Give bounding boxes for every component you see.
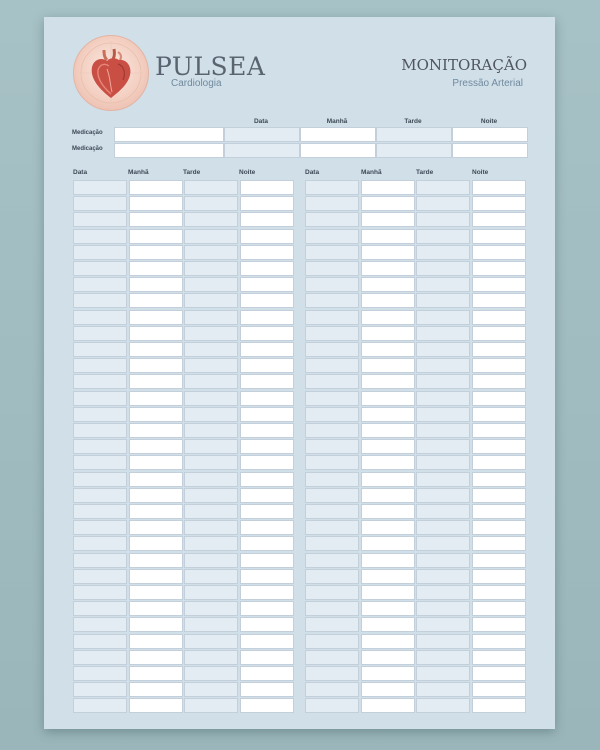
log-cell-tarde[interactable] bbox=[184, 455, 238, 470]
log-cell-manha[interactable] bbox=[361, 277, 415, 292]
log-cell-data[interactable] bbox=[73, 553, 127, 568]
log-cell-manha[interactable] bbox=[129, 358, 183, 373]
log-cell-noite[interactable] bbox=[472, 277, 526, 292]
log-cell-manha[interactable] bbox=[129, 293, 183, 308]
log-cell-data[interactable] bbox=[305, 504, 359, 519]
log-cell-data[interactable] bbox=[73, 601, 127, 616]
log-cell-noite[interactable] bbox=[240, 553, 294, 568]
log-cell-noite[interactable] bbox=[240, 488, 294, 503]
log-cell-data[interactable] bbox=[73, 310, 127, 325]
log-cell-noite[interactable] bbox=[240, 585, 294, 600]
log-cell-manha[interactable] bbox=[129, 196, 183, 211]
log-cell-noite[interactable] bbox=[472, 488, 526, 503]
log-cell-noite[interactable] bbox=[472, 682, 526, 697]
log-cell-noite[interactable] bbox=[472, 666, 526, 681]
log-cell-manha[interactable] bbox=[129, 261, 183, 276]
log-cell-tarde[interactable] bbox=[416, 358, 470, 373]
log-cell-noite[interactable] bbox=[472, 601, 526, 616]
log-cell-tarde[interactable] bbox=[416, 617, 470, 632]
log-cell-noite[interactable] bbox=[472, 585, 526, 600]
log-cell-noite[interactable] bbox=[240, 569, 294, 584]
log-cell-tarde[interactable] bbox=[416, 196, 470, 211]
log-cell-manha[interactable] bbox=[129, 585, 183, 600]
log-cell-tarde[interactable] bbox=[416, 374, 470, 389]
log-cell-noite[interactable] bbox=[240, 617, 294, 632]
log-cell-manha[interactable] bbox=[129, 650, 183, 665]
log-cell-noite[interactable] bbox=[240, 601, 294, 616]
medication-header-tarde: Tarde bbox=[404, 118, 422, 125]
log-cell-manha[interactable] bbox=[361, 310, 415, 325]
log-cell-manha[interactable] bbox=[129, 504, 183, 519]
log-cell-data[interactable] bbox=[73, 698, 127, 713]
log-cell-noite[interactable] bbox=[472, 650, 526, 665]
log-cell-manha[interactable] bbox=[361, 374, 415, 389]
log-cell-noite[interactable] bbox=[472, 229, 526, 244]
log-cell-tarde[interactable] bbox=[416, 682, 470, 697]
log-cell-data[interactable] bbox=[305, 472, 359, 487]
log-cell-manha[interactable] bbox=[129, 229, 183, 244]
log-cell-data[interactable] bbox=[305, 455, 359, 470]
log-cell-tarde[interactable] bbox=[184, 212, 238, 227]
log-cell-tarde[interactable] bbox=[416, 423, 470, 438]
log-cell-tarde[interactable] bbox=[184, 634, 238, 649]
log-cell-data[interactable] bbox=[73, 569, 127, 584]
medication-row bbox=[72, 127, 532, 141]
log-header-noite: Noite bbox=[472, 169, 489, 176]
log-cell-manha[interactable] bbox=[361, 585, 415, 600]
log-cell-tarde[interactable] bbox=[416, 180, 470, 195]
log-cell-tarde[interactable] bbox=[184, 391, 238, 406]
medication-label: Medicação bbox=[72, 146, 103, 152]
log-cell-noite[interactable] bbox=[240, 391, 294, 406]
log-cell-data[interactable] bbox=[305, 277, 359, 292]
log-cell-data[interactable] bbox=[305, 666, 359, 681]
log-cell-data[interactable] bbox=[305, 407, 359, 422]
log-cell-manha[interactable] bbox=[361, 196, 415, 211]
log-cell-data[interactable] bbox=[305, 423, 359, 438]
log-cell-tarde[interactable] bbox=[416, 342, 470, 357]
log-cell-manha[interactable] bbox=[129, 488, 183, 503]
log-cell-noite[interactable] bbox=[240, 520, 294, 535]
log-cell-manha[interactable] bbox=[129, 666, 183, 681]
log-cell-tarde[interactable] bbox=[416, 601, 470, 616]
log-cell-noite[interactable] bbox=[472, 472, 526, 487]
log-cell-manha[interactable] bbox=[361, 212, 415, 227]
medication-name-field[interactable] bbox=[114, 143, 224, 158]
log-cell-noite[interactable] bbox=[240, 423, 294, 438]
log-cell-noite[interactable] bbox=[472, 423, 526, 438]
log-cell-tarde[interactable] bbox=[184, 504, 238, 519]
log-cell-tarde[interactable] bbox=[184, 310, 238, 325]
log-cell-manha[interactable] bbox=[129, 634, 183, 649]
log-cell-manha[interactable] bbox=[361, 407, 415, 422]
log-cell-data[interactable] bbox=[73, 358, 127, 373]
medication-row bbox=[72, 143, 532, 157]
log-cell-manha[interactable] bbox=[129, 698, 183, 713]
log-header-data: Data bbox=[73, 169, 88, 176]
log-cell-noite[interactable] bbox=[472, 520, 526, 535]
log-cell-noite[interactable] bbox=[472, 439, 526, 454]
log-cell-noite[interactable] bbox=[240, 634, 294, 649]
log-cell-data[interactable] bbox=[305, 212, 359, 227]
document-title: MONITORAÇÃO bbox=[401, 56, 527, 74]
log-cell-tarde[interactable] bbox=[416, 407, 470, 422]
log-cell-data[interactable] bbox=[305, 682, 359, 697]
log-cell-tarde[interactable] bbox=[184, 682, 238, 697]
medication-header-data: Data bbox=[253, 118, 269, 125]
log-cell-tarde[interactable] bbox=[416, 488, 470, 503]
log-cell-data[interactable] bbox=[73, 634, 127, 649]
log-cell-tarde[interactable] bbox=[184, 601, 238, 616]
log-cell-manha[interactable] bbox=[361, 472, 415, 487]
log-cell-noite[interactable] bbox=[240, 407, 294, 422]
log-cell-manha[interactable] bbox=[129, 682, 183, 697]
log-cell-tarde[interactable] bbox=[184, 326, 238, 341]
log-cell-noite[interactable] bbox=[472, 180, 526, 195]
log-cell-data[interactable] bbox=[305, 374, 359, 389]
log-cell-tarde[interactable] bbox=[184, 407, 238, 422]
medication-data-field[interactable] bbox=[224, 143, 300, 158]
medication-manha-field[interactable] bbox=[300, 127, 376, 142]
log-cell-tarde[interactable] bbox=[416, 520, 470, 535]
log-cell-noite[interactable] bbox=[240, 326, 294, 341]
log-cell-data[interactable] bbox=[73, 488, 127, 503]
log-cell-noite[interactable] bbox=[240, 682, 294, 697]
log-cell-data[interactable] bbox=[305, 617, 359, 632]
log-cell-data[interactable] bbox=[73, 277, 127, 292]
log-cell-tarde[interactable] bbox=[416, 293, 470, 308]
log-header-manha: Manhã bbox=[361, 169, 382, 176]
log-cell-noite[interactable] bbox=[240, 472, 294, 487]
log-cell-tarde[interactable] bbox=[416, 245, 470, 260]
log-cell-tarde[interactable] bbox=[184, 553, 238, 568]
log-cell-data[interactable] bbox=[73, 196, 127, 211]
log-cell-tarde[interactable] bbox=[184, 666, 238, 681]
log-cell-data[interactable] bbox=[73, 326, 127, 341]
medication-tarde-field[interactable] bbox=[376, 127, 452, 142]
medication-noite-field[interactable] bbox=[452, 143, 528, 158]
log-cell-manha[interactable] bbox=[361, 650, 415, 665]
log-cell-data[interactable] bbox=[73, 245, 127, 260]
log-cell-manha[interactable] bbox=[361, 488, 415, 503]
log-cell-data[interactable] bbox=[305, 698, 359, 713]
log-cell-noite[interactable] bbox=[240, 245, 294, 260]
log-cell-data[interactable] bbox=[73, 536, 127, 551]
log-cell-manha[interactable] bbox=[129, 391, 183, 406]
log-cell-noite[interactable] bbox=[472, 358, 526, 373]
log-sheet bbox=[44, 17, 555, 729]
log-cell-tarde[interactable] bbox=[184, 698, 238, 713]
log-cell-data[interactable] bbox=[73, 212, 127, 227]
log-cell-data[interactable] bbox=[73, 472, 127, 487]
log-cell-noite[interactable] bbox=[472, 293, 526, 308]
log-cell-noite[interactable] bbox=[240, 698, 294, 713]
log-cell-data[interactable] bbox=[73, 650, 127, 665]
log-cell-manha[interactable] bbox=[361, 245, 415, 260]
log-cell-data[interactable] bbox=[305, 650, 359, 665]
log-cell-tarde[interactable] bbox=[416, 650, 470, 665]
log-cell-tarde[interactable] bbox=[184, 488, 238, 503]
log-cell-tarde[interactable] bbox=[416, 536, 470, 551]
log-cell-manha[interactable] bbox=[129, 536, 183, 551]
log-cell-data[interactable] bbox=[305, 293, 359, 308]
log-cell-data[interactable] bbox=[73, 423, 127, 438]
brand-subtitle: Cardiologia bbox=[171, 78, 222, 89]
log-cell-noite[interactable] bbox=[240, 229, 294, 244]
log-cell-tarde[interactable] bbox=[416, 634, 470, 649]
log-cell-manha[interactable] bbox=[129, 455, 183, 470]
log-cell-manha[interactable] bbox=[129, 553, 183, 568]
log-cell-noite[interactable] bbox=[240, 180, 294, 195]
log-cell-tarde[interactable] bbox=[416, 553, 470, 568]
log-cell-data[interactable] bbox=[305, 180, 359, 195]
log-cell-manha[interactable] bbox=[129, 310, 183, 325]
log-cell-noite[interactable] bbox=[472, 391, 526, 406]
log-cell-data[interactable] bbox=[305, 634, 359, 649]
log-cell-data[interactable] bbox=[305, 245, 359, 260]
log-cell-tarde[interactable] bbox=[416, 229, 470, 244]
log-cell-data[interactable] bbox=[73, 504, 127, 519]
log-cell-data[interactable] bbox=[305, 488, 359, 503]
log-cell-noite[interactable] bbox=[472, 634, 526, 649]
log-cell-noite[interactable] bbox=[240, 261, 294, 276]
log-cell-manha[interactable] bbox=[129, 423, 183, 438]
log-cell-data[interactable] bbox=[73, 180, 127, 195]
medication-header-noite: Noite bbox=[480, 118, 498, 125]
brand-name: PULSEA bbox=[155, 52, 266, 81]
log-header-tarde: Tarde bbox=[183, 169, 201, 176]
log-cell-tarde[interactable] bbox=[416, 310, 470, 325]
log-cell-tarde[interactable] bbox=[184, 196, 238, 211]
log-cell-data[interactable] bbox=[73, 391, 127, 406]
log-cell-manha[interactable] bbox=[361, 423, 415, 438]
log-cell-data[interactable] bbox=[305, 520, 359, 535]
log-cell-manha[interactable] bbox=[361, 358, 415, 373]
log-cell-tarde[interactable] bbox=[184, 180, 238, 195]
log-cell-noite[interactable] bbox=[240, 504, 294, 519]
log-cell-manha[interactable] bbox=[361, 504, 415, 519]
log-cell-tarde[interactable] bbox=[184, 520, 238, 535]
log-cell-data[interactable] bbox=[305, 553, 359, 568]
log-cell-data[interactable] bbox=[305, 342, 359, 357]
log-cell-data[interactable] bbox=[73, 374, 127, 389]
log-header-noite: Noite bbox=[239, 169, 256, 176]
log-cell-manha[interactable] bbox=[361, 293, 415, 308]
medication-tarde-field[interactable] bbox=[376, 143, 452, 158]
log-cell-noite[interactable] bbox=[472, 342, 526, 357]
log-cell-noite[interactable] bbox=[240, 293, 294, 308]
log-cell-manha[interactable] bbox=[129, 569, 183, 584]
log-cell-noite[interactable] bbox=[472, 407, 526, 422]
log-cell-manha[interactable] bbox=[129, 439, 183, 454]
log-cell-noite[interactable] bbox=[472, 569, 526, 584]
log-cell-manha[interactable] bbox=[361, 553, 415, 568]
log-cell-data[interactable] bbox=[73, 229, 127, 244]
log-cell-noite[interactable] bbox=[472, 455, 526, 470]
log-cell-tarde[interactable] bbox=[416, 326, 470, 341]
log-cell-noite[interactable] bbox=[472, 212, 526, 227]
anatomical-heart-icon bbox=[73, 35, 149, 111]
log-cell-manha[interactable] bbox=[361, 682, 415, 697]
log-cell-manha[interactable] bbox=[129, 601, 183, 616]
log-cell-manha[interactable] bbox=[129, 472, 183, 487]
log-cell-tarde[interactable] bbox=[184, 423, 238, 438]
log-cell-noite[interactable] bbox=[240, 310, 294, 325]
log-cell-tarde[interactable] bbox=[184, 569, 238, 584]
log-cell-manha[interactable] bbox=[361, 617, 415, 632]
log-cell-noite[interactable] bbox=[240, 277, 294, 292]
log-cell-tarde[interactable] bbox=[184, 277, 238, 292]
log-cell-manha[interactable] bbox=[129, 374, 183, 389]
log-cell-tarde[interactable] bbox=[184, 585, 238, 600]
log-cell-manha[interactable] bbox=[361, 180, 415, 195]
log-cell-data[interactable] bbox=[73, 293, 127, 308]
log-cell-data[interactable] bbox=[305, 196, 359, 211]
log-cell-tarde[interactable] bbox=[416, 472, 470, 487]
log-cell-data[interactable] bbox=[305, 229, 359, 244]
log-cell-noite[interactable] bbox=[240, 439, 294, 454]
log-cell-noite[interactable] bbox=[240, 650, 294, 665]
log-cell-manha[interactable] bbox=[361, 536, 415, 551]
log-cell-data[interactable] bbox=[305, 439, 359, 454]
document-subtitle: Pressão Arterial bbox=[452, 78, 523, 89]
log-cell-noite[interactable] bbox=[240, 342, 294, 357]
log-cell-tarde[interactable] bbox=[416, 698, 470, 713]
log-cell-data[interactable] bbox=[305, 326, 359, 341]
log-cell-manha[interactable] bbox=[361, 634, 415, 649]
log-cell-data[interactable] bbox=[305, 536, 359, 551]
log-cell-manha[interactable] bbox=[361, 455, 415, 470]
log-cell-tarde[interactable] bbox=[184, 536, 238, 551]
log-cell-tarde[interactable] bbox=[416, 212, 470, 227]
log-cell-tarde[interactable] bbox=[416, 504, 470, 519]
log-cell-manha[interactable] bbox=[129, 617, 183, 632]
log-cell-tarde[interactable] bbox=[184, 650, 238, 665]
log-cell-data[interactable] bbox=[73, 407, 127, 422]
log-cell-noite[interactable] bbox=[240, 666, 294, 681]
log-cell-noite[interactable] bbox=[472, 326, 526, 341]
log-cell-data[interactable] bbox=[305, 601, 359, 616]
log-cell-manha[interactable] bbox=[129, 277, 183, 292]
log-cell-manha[interactable] bbox=[129, 326, 183, 341]
log-cell-data[interactable] bbox=[305, 358, 359, 373]
log-cell-tarde[interactable] bbox=[184, 358, 238, 373]
log-cell-data[interactable] bbox=[305, 585, 359, 600]
log-cell-manha[interactable] bbox=[361, 342, 415, 357]
log-cell-tarde[interactable] bbox=[416, 277, 470, 292]
log-cell-noite[interactable] bbox=[240, 196, 294, 211]
log-header-manha: Manhã bbox=[128, 169, 149, 176]
log-cell-data[interactable] bbox=[73, 666, 127, 681]
log-cell-tarde[interactable] bbox=[184, 342, 238, 357]
log-cell-data[interactable] bbox=[73, 342, 127, 357]
log-cell-noite[interactable] bbox=[240, 212, 294, 227]
log-cell-noite[interactable] bbox=[472, 698, 526, 713]
medication-label: Medicação bbox=[72, 130, 103, 136]
log-cell-tarde[interactable] bbox=[184, 439, 238, 454]
log-cell-manha[interactable] bbox=[129, 407, 183, 422]
log-cell-manha[interactable] bbox=[361, 391, 415, 406]
log-cell-tarde[interactable] bbox=[184, 229, 238, 244]
log-cell-tarde[interactable] bbox=[416, 455, 470, 470]
log-cell-data[interactable] bbox=[305, 261, 359, 276]
log-cell-tarde[interactable] bbox=[184, 374, 238, 389]
log-cell-noite[interactable] bbox=[472, 196, 526, 211]
medication-data-field[interactable] bbox=[224, 127, 300, 142]
log-cell-noite[interactable] bbox=[472, 245, 526, 260]
log-cell-manha[interactable] bbox=[361, 520, 415, 535]
log-cell-tarde[interactable] bbox=[416, 439, 470, 454]
log-cell-data[interactable] bbox=[73, 455, 127, 470]
log-cell-tarde[interactable] bbox=[184, 617, 238, 632]
log-cell-noite[interactable] bbox=[472, 261, 526, 276]
log-cell-data[interactable] bbox=[73, 261, 127, 276]
log-cell-data[interactable] bbox=[305, 310, 359, 325]
log-cell-manha[interactable] bbox=[361, 261, 415, 276]
log-cell-manha[interactable] bbox=[361, 439, 415, 454]
log-header-data: Data bbox=[305, 169, 320, 176]
log-cell-noite[interactable] bbox=[472, 374, 526, 389]
log-cell-data[interactable] bbox=[305, 391, 359, 406]
log-cell-manha[interactable] bbox=[129, 342, 183, 357]
log-cell-noite[interactable] bbox=[472, 617, 526, 632]
log-cell-tarde[interactable] bbox=[416, 569, 470, 584]
log-cell-noite[interactable] bbox=[472, 504, 526, 519]
log-cell-noite[interactable] bbox=[240, 374, 294, 389]
log-cell-tarde[interactable] bbox=[184, 293, 238, 308]
log-cell-noite[interactable] bbox=[240, 358, 294, 373]
log-cell-manha[interactable] bbox=[129, 212, 183, 227]
log-cell-manha[interactable] bbox=[361, 666, 415, 681]
log-cell-noite[interactable] bbox=[472, 310, 526, 325]
log-cell-manha[interactable] bbox=[129, 245, 183, 260]
log-cell-tarde[interactable] bbox=[416, 585, 470, 600]
log-cell-noite[interactable] bbox=[472, 553, 526, 568]
log-cell-manha[interactable] bbox=[129, 520, 183, 535]
medication-header-manha: Manhã bbox=[326, 118, 348, 125]
log-cell-manha[interactable] bbox=[361, 326, 415, 341]
log-cell-manha[interactable] bbox=[361, 698, 415, 713]
log-cell-manha[interactable] bbox=[129, 180, 183, 195]
medication-name-field[interactable] bbox=[114, 127, 224, 142]
log-cell-data[interactable] bbox=[73, 617, 127, 632]
log-cell-noite[interactable] bbox=[240, 455, 294, 470]
log-cell-tarde[interactable] bbox=[416, 666, 470, 681]
log-cell-tarde[interactable] bbox=[184, 261, 238, 276]
medication-manha-field[interactable] bbox=[300, 143, 376, 158]
log-cell-data[interactable] bbox=[73, 439, 127, 454]
log-cell-manha[interactable] bbox=[361, 601, 415, 616]
log-cell-tarde[interactable] bbox=[416, 391, 470, 406]
log-cell-noite[interactable] bbox=[240, 536, 294, 551]
log-cell-noite[interactable] bbox=[472, 536, 526, 551]
log-cell-tarde[interactable] bbox=[184, 245, 238, 260]
medication-noite-field[interactable] bbox=[452, 127, 528, 142]
log-cell-manha[interactable] bbox=[361, 569, 415, 584]
log-cell-data[interactable] bbox=[305, 569, 359, 584]
log-cell-tarde[interactable] bbox=[184, 472, 238, 487]
log-cell-tarde[interactable] bbox=[416, 261, 470, 276]
log-cell-manha[interactable] bbox=[361, 229, 415, 244]
log-cell-data[interactable] bbox=[73, 585, 127, 600]
log-cell-data[interactable] bbox=[73, 682, 127, 697]
log-cell-data[interactable] bbox=[73, 520, 127, 535]
log-header-tarde: Tarde bbox=[416, 169, 434, 176]
